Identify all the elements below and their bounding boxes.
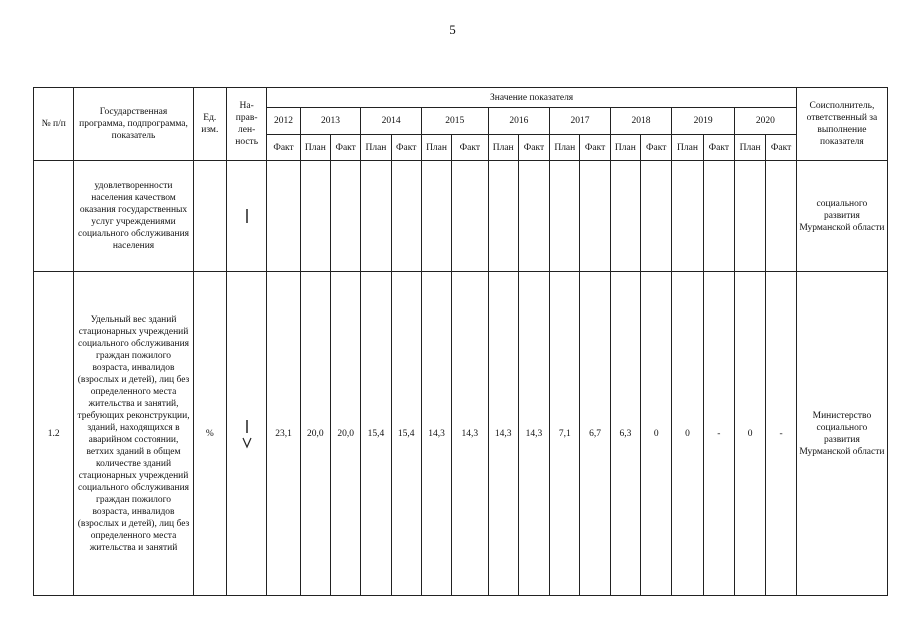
subheader-cell: Факт: [766, 135, 797, 161]
row-executor: Министерство социального развития Мурманской области: [796, 272, 887, 596]
subheader-cell: План: [488, 135, 518, 161]
value-cell: 14,3: [518, 272, 549, 596]
subheader-cell: План: [550, 135, 580, 161]
header-executor: Соисполнитель, ответственный за выполнение показателя: [796, 88, 887, 161]
value-cell: [300, 161, 330, 272]
subheader-cell: Факт: [580, 135, 610, 161]
year-2015: 2015: [421, 108, 488, 135]
row-unit: %: [193, 272, 226, 596]
year-2013: 2013: [300, 108, 361, 135]
subheader-cell: Факт: [330, 135, 360, 161]
row-direction: [226, 161, 266, 272]
value-cell: [610, 161, 640, 272]
subheader-cell: План: [734, 135, 765, 161]
row-direction: [226, 272, 266, 596]
value-cell: [734, 161, 765, 272]
value-cell: [672, 161, 703, 272]
subheader-cell: План: [610, 135, 640, 161]
value-cell: 15,4: [361, 272, 391, 596]
value-cell: 14,3: [488, 272, 518, 596]
row-indicator: удовлетворенности населения качеством оказания государственных услуг учреждениями социального обслуживания населения: [74, 161, 193, 272]
header-row-top: [34, 88, 888, 108]
table-row: [34, 161, 888, 272]
decrease-direction-icon: [242, 419, 252, 449]
value-cell: [452, 161, 488, 272]
value-cell: 7,1: [550, 272, 580, 596]
value-cell: [641, 161, 672, 272]
page-number: 5: [449, 22, 456, 37]
row-indicator: Удельный вес зданий стационарных учреждений социального обслуживания граждан пожилого возраста, инвалидов (взрослых и детей), лиц без определенного места жительства и занятий, требующих реконструкции, зданий, находящихся в аварийном состоянии, ветхих зданий в общем количестве зданий стационарных учреждений социального обслуживания граждан пожилого возраста, инвалидов (взрослых и детей), лиц без определенного места жительства и занятий: [74, 272, 193, 596]
value-cell: [703, 161, 734, 272]
value-cell: [766, 161, 797, 272]
year-2014: 2014: [361, 108, 422, 135]
row-num: [34, 161, 74, 272]
header-unit: Ед. изм.: [193, 88, 226, 161]
value-cell: 6,7: [580, 272, 610, 596]
value-cell: 15,4: [391, 272, 421, 596]
value-cell: [550, 161, 580, 272]
value-cell: [391, 161, 421, 272]
value-cell: [488, 161, 518, 272]
value-cell: [421, 161, 451, 272]
value-cell: [267, 161, 300, 272]
header-program: Государственная программа, подпрограмма, показатель: [74, 88, 193, 161]
year-2016: 2016: [488, 108, 550, 135]
subheader-cell: Факт: [391, 135, 421, 161]
value-cell: 6,3: [610, 272, 640, 596]
value-cell: 14,3: [421, 272, 451, 596]
value-cell: 0: [641, 272, 672, 596]
subheader-cell: План: [361, 135, 391, 161]
value-cell: 0: [734, 272, 765, 596]
indicator-table: [33, 87, 888, 596]
header-value-group: Значение показателя: [267, 88, 796, 108]
row-unit: [193, 161, 226, 272]
value-cell: 20,0: [300, 272, 330, 596]
subheader-cell: Факт: [452, 135, 488, 161]
table-row: [34, 272, 888, 596]
value-cell: 20,0: [330, 272, 360, 596]
value-cell: [518, 161, 549, 272]
year-2019: 2019: [672, 108, 735, 135]
row-num: 1.2: [34, 272, 74, 596]
value-cell: -: [703, 272, 734, 596]
value-cell: -: [766, 272, 797, 596]
subheader-cell: Факт: [518, 135, 549, 161]
value-cell: [580, 161, 610, 272]
value-cell: 23,1: [267, 272, 300, 596]
year-2018: 2018: [610, 108, 672, 135]
year-2012: 2012: [267, 108, 300, 135]
value-cell: [361, 161, 391, 272]
value-cell: 0: [672, 272, 703, 596]
header-direction: На-прав-лен-ность: [226, 88, 266, 161]
subheader-cell: Факт: [641, 135, 672, 161]
row-executor: социального развития Мурманской области: [796, 161, 887, 272]
subheader-cell: План: [421, 135, 451, 161]
year-2020: 2020: [734, 108, 796, 135]
year-2017: 2017: [550, 108, 611, 135]
subheader-cell: Факт: [267, 135, 300, 161]
value-cell: 14,3: [452, 272, 488, 596]
value-cell: [330, 161, 360, 272]
subheader-cell: План: [300, 135, 330, 161]
header-num: № п/п: [34, 88, 74, 161]
subheader-cell: Факт: [703, 135, 734, 161]
increase-direction-icon: [243, 207, 251, 225]
subheader-cell: План: [672, 135, 703, 161]
